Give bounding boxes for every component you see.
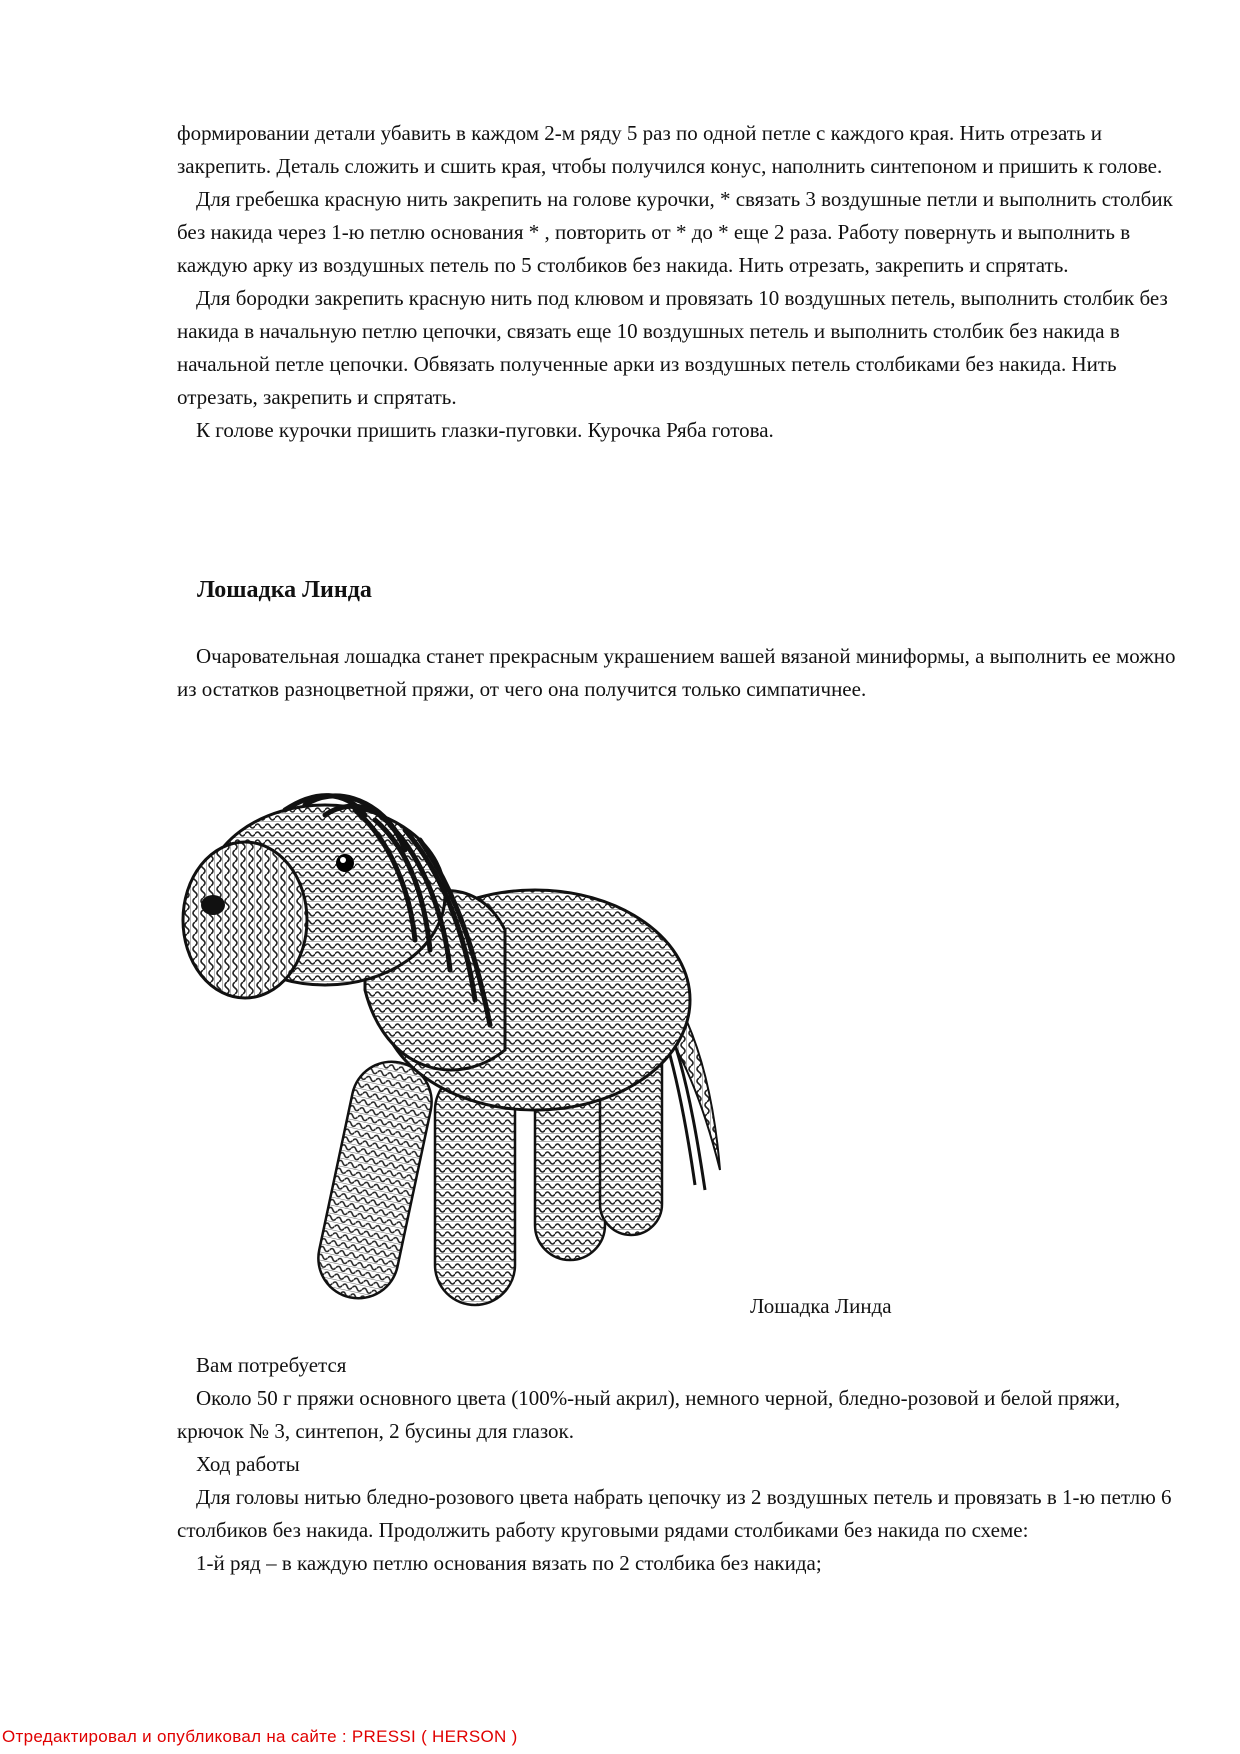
paragraph: Очаровательная лошадка станет прекрасным украшением вашей вязаной миниформы, а выполнить ее можно из остатков разноцветной пряжи, от чего она получится только симпатичнее.: [177, 644, 1176, 701]
paragraph: Для гребешка красную нить закрепить на голове курочки, * связать 3 воздушные петли и выполнить столбик без накида через 1-ю петлю основания * , повторить от * до * еще 2 раза. Работу повернуть и выполнить в каждую арку из воздушных петель по 5 столбиков без накида. Нить отрезать, закрепить и спрятать.: [177, 187, 1173, 277]
paragraph: Для головы нитью бледно-розового цвета набрать цепочку из 2 воздушных петель и провязать в 1-ю петлю 6 столбиков без накида. Продолжить работу круговыми рядами столбиками без накида по схеме:: [177, 1485, 1172, 1542]
section-title: Лошадка Линда: [197, 577, 372, 603]
instructions-text: [177, 1349, 1177, 1580]
front-leg: [311, 1054, 439, 1305]
paragraph: Ход работы: [196, 1452, 300, 1476]
section-intro: [177, 640, 1177, 706]
paragraph: Вам потребуется: [196, 1353, 347, 1377]
footer-credit: Отредактировал и опубликовал на сайте : PRESSI ( HERSON ): [2, 1727, 518, 1746]
paragraph: К голове курочки пришить глазки-пуговки. Курочка Ряба готова.: [196, 418, 774, 442]
nostril: [201, 895, 225, 915]
paragraph: Для бородки закрепить красную нить под клювом и провязать 10 воздушных петель, выполнить столбик без накида в начальную петлю цепочки, связать еще 10 воздушных петель и выполнить столбик без накида в начальной петле цепочки. Обвязать полученные арки из воздушных петель столбиками без накида. Нить отрезать, закрепить и спрятать.: [177, 286, 1168, 409]
paragraph: формировании детали убавить в каждом 2-м ряду 5 раз по одной петле с каждого края. Нить отрезать и закрепить. Деталь сложить и сшить края, чтобы получился конус, наполнить синтепоном и пришить к голове.: [177, 121, 1163, 178]
horse-illustration: [175, 790, 735, 1310]
paragraph: 1-й ряд – в каждую петлю основания вязать по 2 столбика без накида;: [196, 1551, 822, 1575]
horse-eye: [336, 854, 354, 872]
figure-caption: Лошадка Линда: [750, 1294, 892, 1318]
paragraph: Около 50 г пряжи основного цвета (100%-ный акрил), немного черной, бледно-розовой и белой пряжи, крючок № 3, синтепон, 2 бусины для глазок.: [177, 1386, 1121, 1443]
horse-muzzle: [183, 842, 307, 998]
intro-text: [177, 117, 1177, 447]
